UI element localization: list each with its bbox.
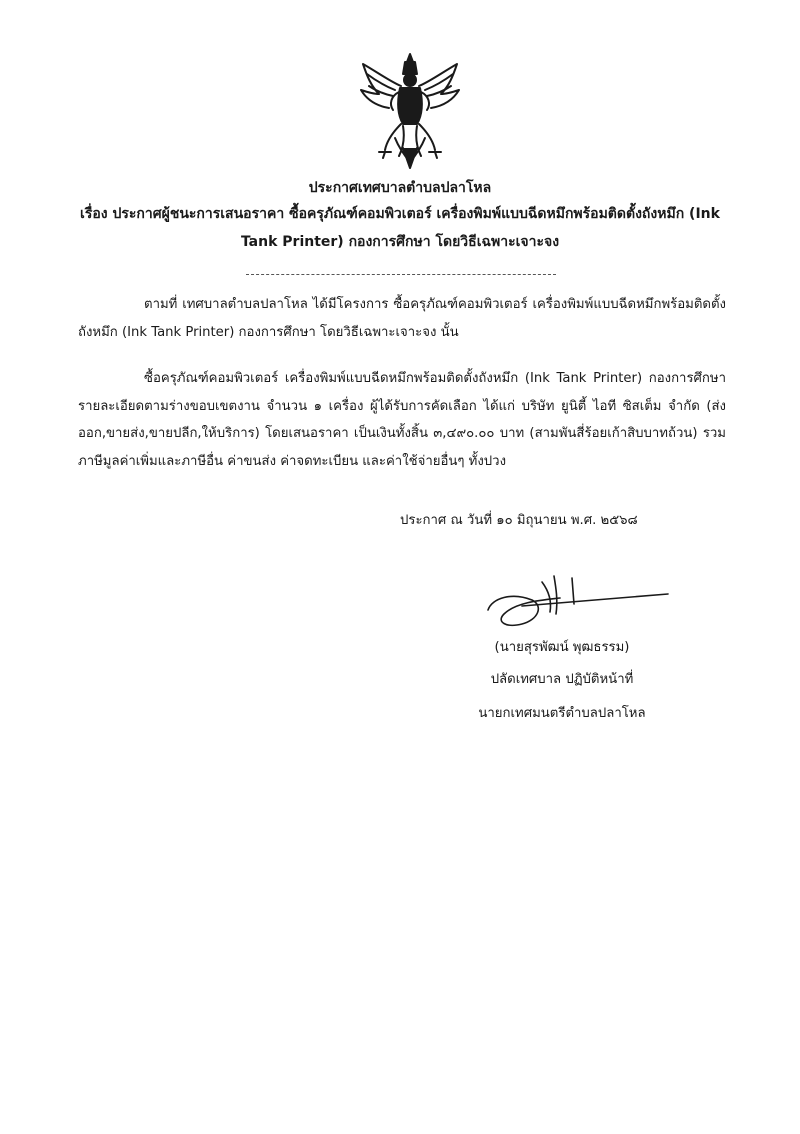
body-paragraph-1: ตามที่ เทศบาลตำบลปลาโหล ได้มีโครงการ ซื้อครุภัณฑ์คอมพิวเตอร์ เครื่องพิมพ์แบบฉีดหมึกพร้อมติดตั้งถังหมึก (Ink Tank Printer) กองการศึกษา โดยวิธีเฉพาะเจาะจง นั้น [78,297,726,340]
signer-position: ปลัดเทศบาล ปฏิบัติหน้าที่ [490,672,634,687]
divider [246,274,556,275]
announcement-date: ประกาศ ณ วันที่ ๑๐ มิถุนายน พ.ศ. ๒๕๖๘ [400,513,638,528]
title-block [0,178,800,256]
signer-acting-role: นายกเทศมนตรีตำบลปลาโหล [478,706,646,721]
signer-block [432,636,692,728]
body-paragraph-2: ซื้อครุภัณฑ์คอมพิวเตอร์ เครื่องพิมพ์แบบฉีดหมึกพร้อมติดตั้งถังหมึก (Ink Tank Printer) กองการศึกษา รายละเอียดตามร่างขอบเขตงาน จำนวน ๑ เครื่อง ผู้ได้รับการคัดเลือก ได้แก่ บริษัท ยูนิตี้ ไอที ซิสเต็ม จำกัด (ส่งออก,ขายส่ง,ขายปลีก,ให้บริการ) โดยเสนอราคา เป็นเงินทั้งสิ้น ๓,๔๙๐.๐๐ บาท (สามพันสี่ร้อยเก้าสิบบาทถ้วน) รวมภาษีมูลค่าเพิ่มและภาษีอื่น ค่าขนส่ง ค่าจดทะเบียน และค่าใช้จ่ายอื่นๆ ทั้งปวง [78,371,726,469]
garuda-emblem-icon [355,52,465,172]
handwritten-signature-icon [482,570,672,632]
org-title: ประกาศเทศบาลตำบลปลาโหล [308,180,492,196]
signer-name: (นายสุรพัฒน์ พุฒธรรม) [494,640,630,655]
announcement-subject: เรื่อง ประกาศผู้ชนะการเสนอราคา ซื้อครุภัณฑ์คอมพิวเตอร์ เครื่องพิมพ์แบบฉีดหมึกพร้อมติดตั้งถังหมึก (Ink Tank Printer) กองการศึกษา โดยวิธีเฉพาะเจาะจง [80,206,720,250]
